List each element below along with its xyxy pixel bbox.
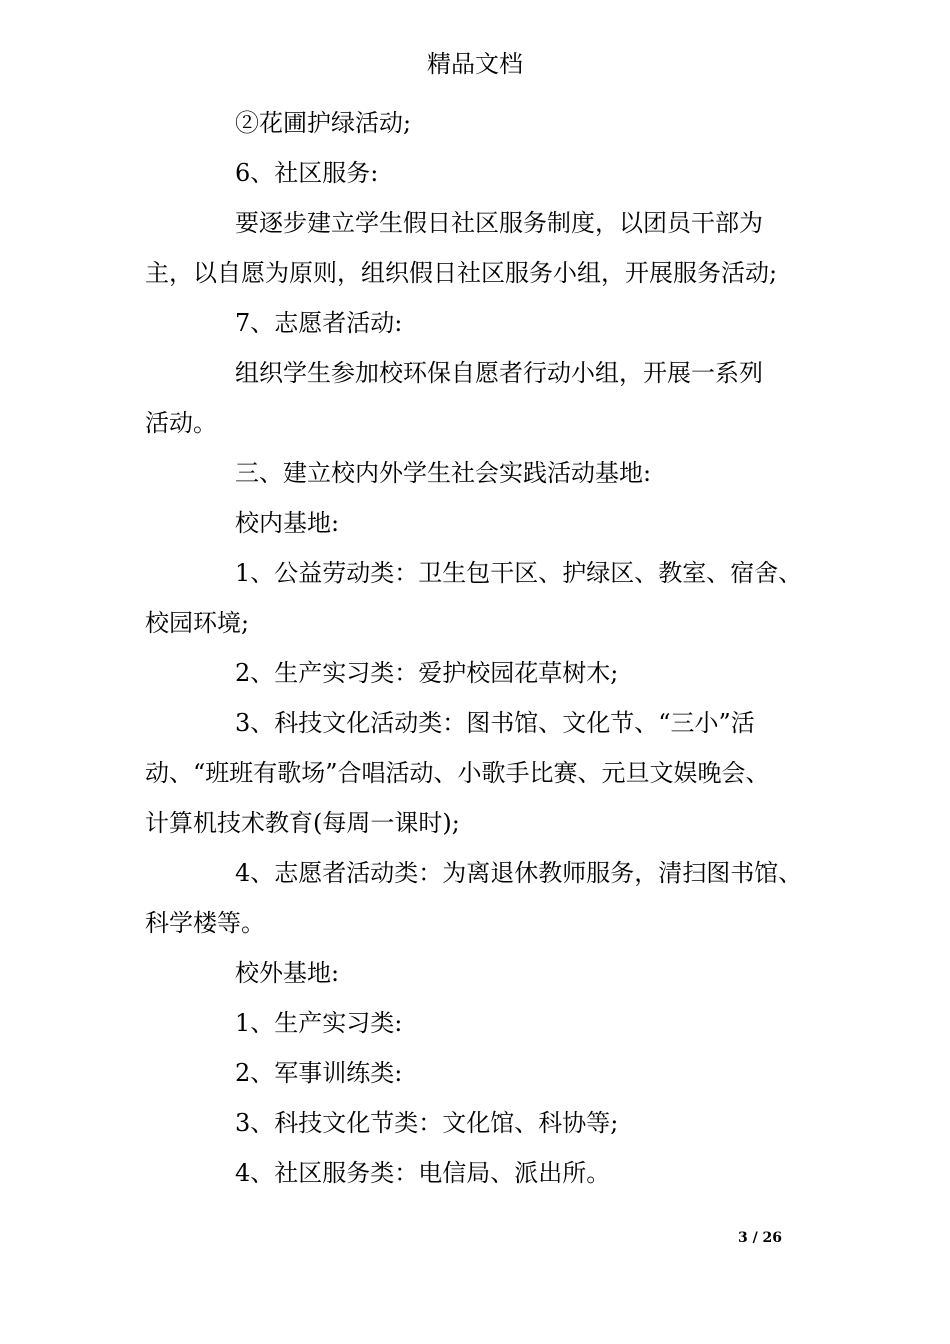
page-number: 3 / 26 — [737, 1230, 783, 1246]
line-flower-bed: ②花圃护绿活动; — [235, 109, 412, 137]
line-off-campus-item-3: 3、科技文化节类：文化馆、科协等; — [235, 1109, 619, 1137]
line-community-service-text-1: 要逐步建立学生假日社区服务制度，以团员干部为 — [235, 209, 763, 237]
line-on-campus-item-3c: 计算机技术教育(每周一课时); — [145, 809, 460, 837]
line-off-campus-heading: 校外基地: — [235, 959, 340, 987]
line-community-service-text-2: 主，以自愿为原则，组织假日社区服务小组，开展服务活动; — [145, 259, 778, 287]
line-on-campus-item-2: 2、生产实习类：爱护校园花草树木; — [235, 659, 619, 687]
line-on-campus-item-1a: 1、公益劳动类：卫生包干区、护绿区、教室、宿舍、 — [235, 559, 803, 587]
line-on-campus-heading: 校内基地: — [235, 509, 340, 537]
line-on-campus-item-4a: 4、志愿者活动类：为离退休教师服务，清扫图书馆、 — [235, 859, 803, 887]
line-on-campus-item-1b: 校园环境; — [145, 609, 250, 637]
line-section-three-heading: 三、建立校内外学生社会实践活动基地: — [235, 459, 652, 487]
line-volunteer-text-1: 组织学生参加校环保自愿者行动小组，开展一系列 — [235, 359, 763, 387]
line-off-campus-item-2: 2、军事训练类: — [235, 1059, 403, 1087]
line-on-campus-item-4b: 科学楼等。 — [145, 909, 265, 937]
line-community-service-heading: 6、社区服务: — [235, 159, 379, 187]
line-volunteer-text-2: 活动。 — [145, 409, 217, 437]
line-on-campus-item-3b: 动、“班班有歌场”合唱活动、小歌手比赛、元旦文娱晚会、 — [145, 759, 770, 787]
page-header-title: 精品文档 — [427, 50, 523, 78]
line-off-campus-item-4: 4、社区服务类：电信局、派出所。 — [235, 1159, 611, 1187]
line-off-campus-item-1: 1、生产实习类: — [235, 1009, 403, 1037]
document-body — [145, 98, 810, 1198]
line-volunteer-heading: 7、志愿者活动: — [235, 309, 403, 337]
line-on-campus-item-3a: 3、科技文化活动类：图书馆、文化节、“三小”活 — [235, 709, 755, 737]
